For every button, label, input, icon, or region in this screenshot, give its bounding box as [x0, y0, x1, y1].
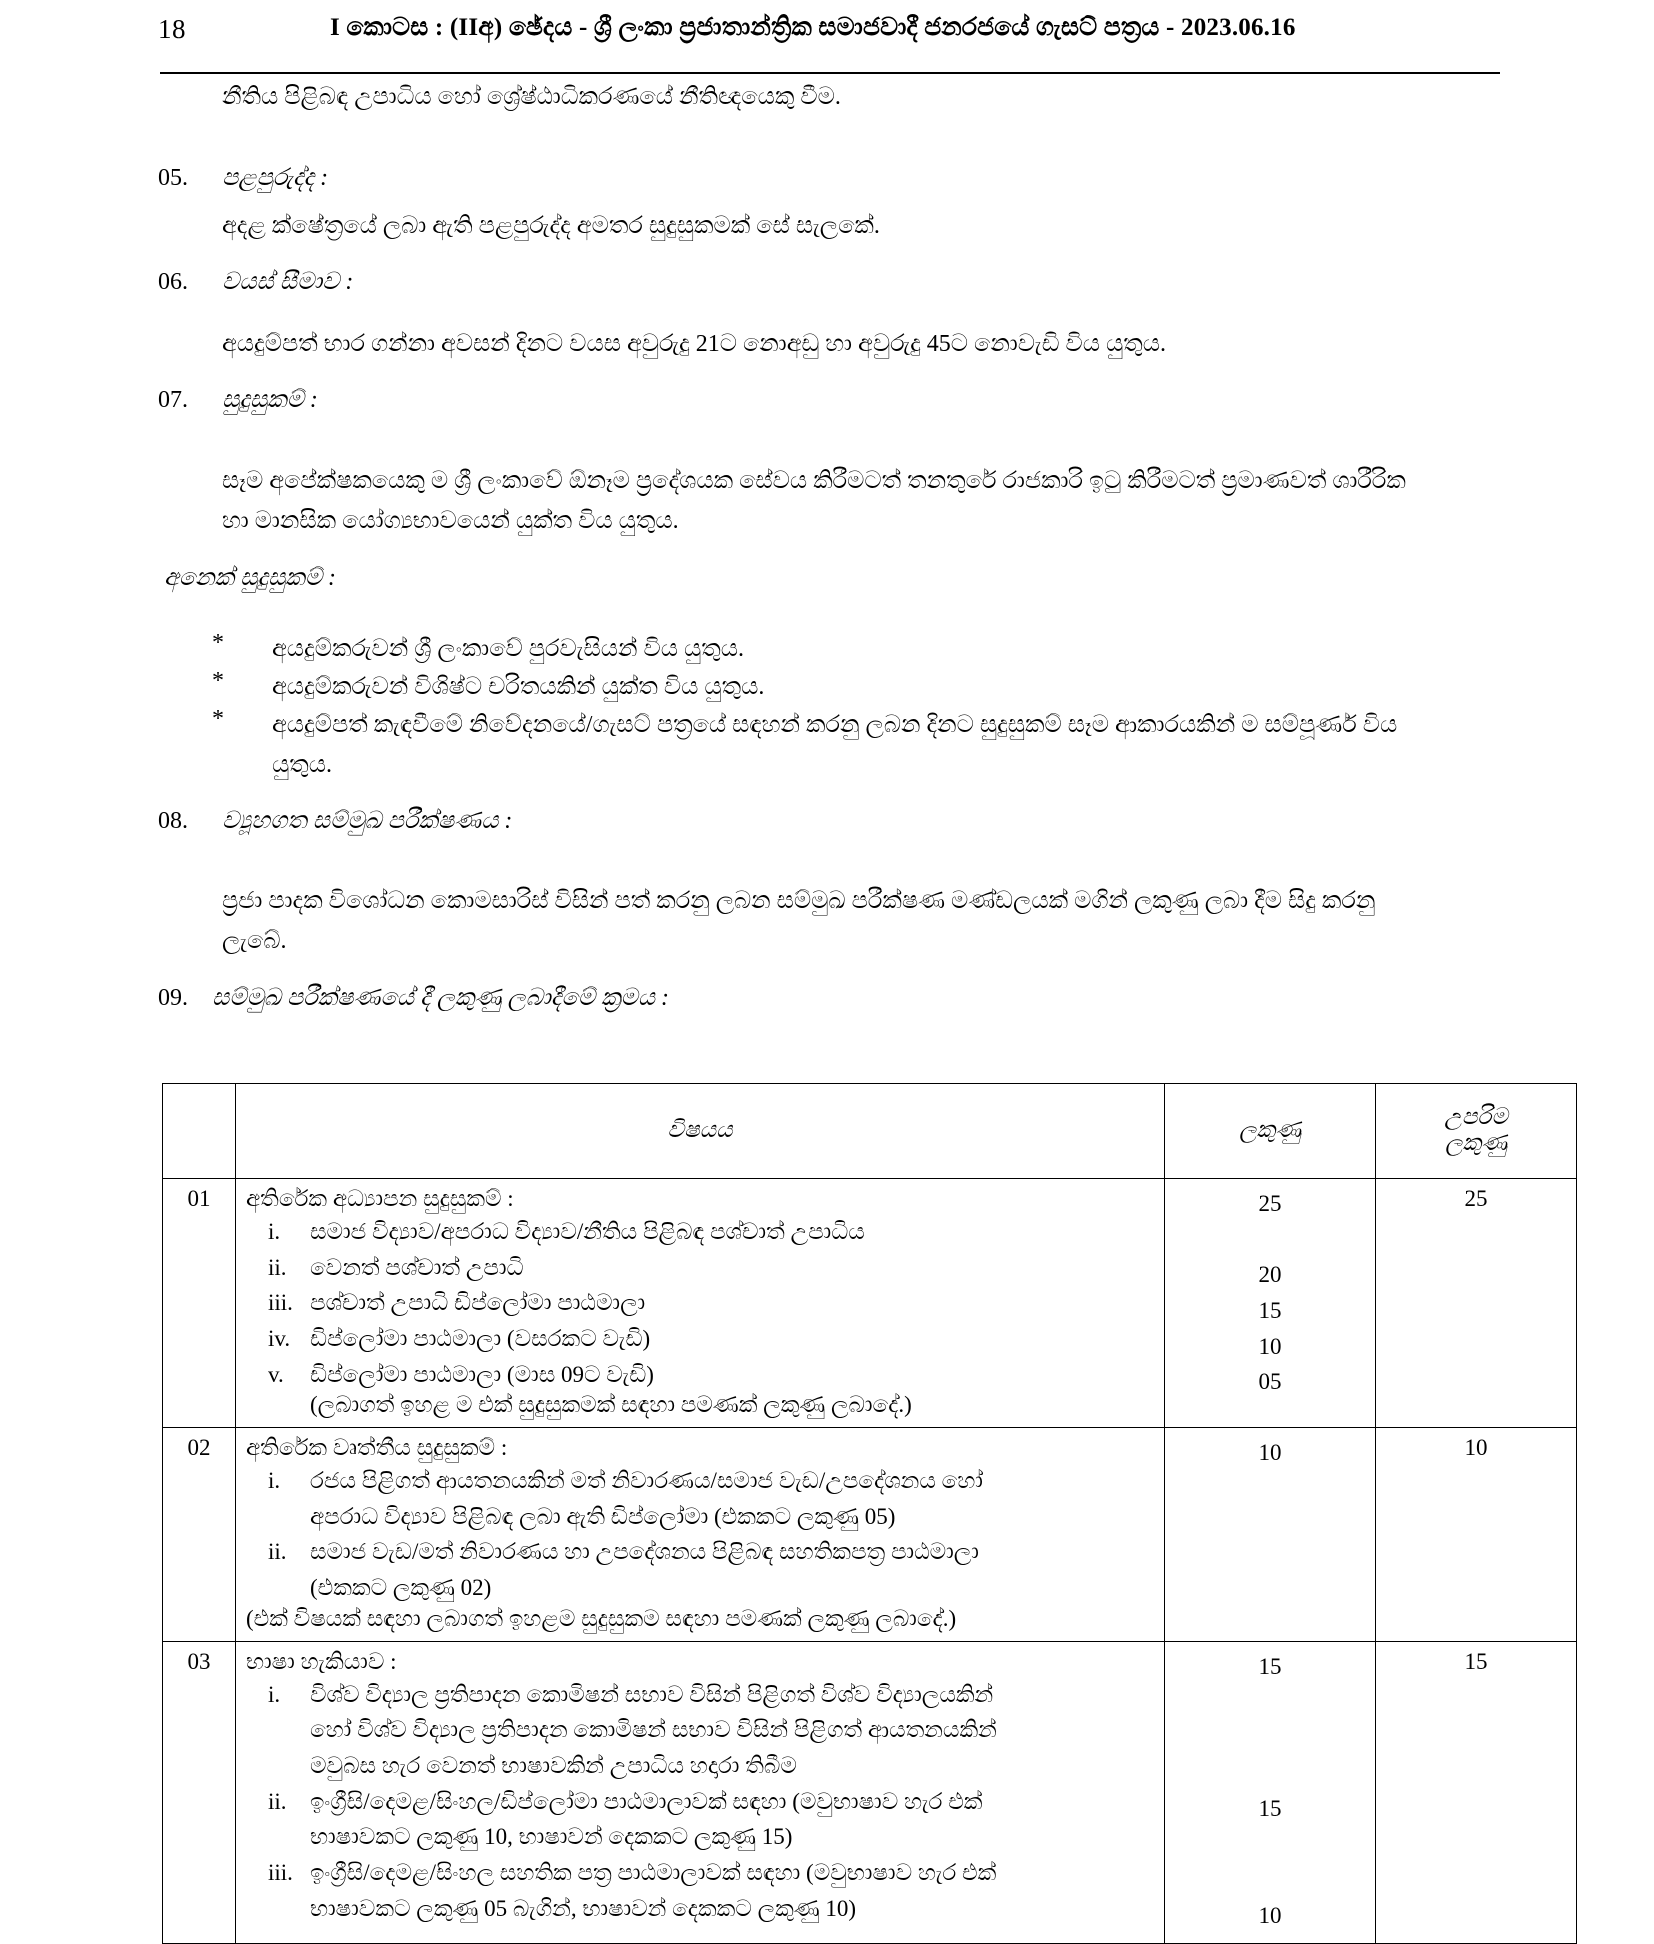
- sub-item-list: [246, 1677, 1154, 1926]
- section-05-text: අදළ ක්ෂේත්‍රයේ ලබා ඇති පළපුරුද්ද අමතර සුදුසුකමක් සේ සැලකේ.: [222, 213, 880, 239]
- section-05-number: 05.: [158, 165, 188, 191]
- section-08-heading: ව්‍යූහගත සම්මුඛ පරීක්ෂණය :: [222, 808, 513, 834]
- item-text-block: [310, 1534, 979, 1605]
- item-marker: ii.: [268, 1788, 287, 1814]
- item-text-cont2: මවුබස හැර වෙනත් භාෂාවකින් උපාධිය හදාරා තිබීම: [310, 1753, 797, 1779]
- row-title: අතිරේක අධ්‍යාපන සුදුසුකම් :: [246, 1186, 514, 1211]
- row-marks: [1165, 1428, 1376, 1642]
- section-06-number: 06.: [158, 269, 188, 295]
- item-marker: v.: [268, 1361, 284, 1387]
- marks-value: 20: [1258, 1262, 1282, 1288]
- item-text: රජය පිළිගත් ආයතනයකින් මත් නිවාරණය/සමාජ වැඩ/උපදේශනය හෝ: [310, 1468, 983, 1494]
- list-item: [246, 1357, 1154, 1393]
- section-08-number: 08.: [158, 808, 188, 834]
- item-marker: i.: [268, 1468, 281, 1494]
- row-subject: [236, 1428, 1165, 1642]
- column-header-max-marks: [1376, 1084, 1577, 1179]
- bullet-marker-3: *: [212, 706, 224, 732]
- item-text-block: [310, 1677, 997, 1784]
- item-text: ඩිප්ලෝමා පාඨමාලා (වසරකට වැඩි): [310, 1325, 651, 1351]
- section-07-number: 07.: [158, 387, 188, 413]
- table-row: [163, 1428, 1577, 1642]
- bullet-item-3-line2: යුතුය.: [272, 752, 332, 778]
- item-text: සමාජ විද්‍යාව/අපරාධ විද්‍යාව/නීතිය පිළිබඳ පශ්චාත් උපාධිය: [310, 1219, 865, 1244]
- item-text-block: [310, 1855, 996, 1926]
- item-text-block: [310, 1463, 983, 1534]
- marks-value: 05: [1258, 1369, 1282, 1395]
- table-header: [163, 1084, 1577, 1179]
- item-text: වෙනත් පශ්චාත් උපාධි: [310, 1254, 524, 1280]
- bullet-item-2: අයදුම්කරුවන් විශිෂ්ට චරිතයකින් යුක්ත විය යුතුය.: [272, 674, 765, 700]
- row-marks: [1165, 1179, 1376, 1428]
- max-marks-line2: ලකුණු: [1444, 1130, 1508, 1155]
- page-header-title: I කොටස : (IIඅ) ඡේදය - ශ්‍රී ලංකා ප්‍රජාතාන්ත්‍රික සමාජවාදී ජනරජයේ ගැසට් පත්‍රය - 2023.06.16: [330, 14, 1296, 41]
- row-number: 01: [163, 1179, 236, 1428]
- list-item: [246, 1677, 1154, 1784]
- column-header-no: [163, 1084, 236, 1179]
- row-number: 03: [163, 1641, 236, 1943]
- list-item: [246, 1250, 1154, 1286]
- list-item: [246, 1285, 1154, 1321]
- row-note: (ලබාගත් ඉහළ ම එක් සුදුසුකමක් සඳහා පමණක් ලකුණු ලබාදේ.): [310, 1392, 912, 1418]
- row-max-marks: 25: [1376, 1179, 1577, 1428]
- item-text: ඉංග්‍රීසි/දෙමළ/සිංහල සහතික පත්‍ර පාඨමාලාවක් සඳහා (මවුභාෂාව හැර එක්: [310, 1859, 997, 1885]
- section-09-heading: සම්මුඛ පරීක්ෂණයේ දී ලකුණු ලබාදීමේ ක්‍රමය :: [212, 985, 669, 1011]
- row-title: අතිරේක වෘත්තීය සුදුසුකම් :: [246, 1435, 508, 1461]
- item-text-cont: (එකකට ලකුණු 02): [310, 1575, 492, 1601]
- item-marker: iv.: [268, 1325, 291, 1351]
- bullet-item-1: අයදුම්කරුවන් ශ්‍රී ලංකාවේ පුරවැසියන් විය යුතුය.: [272, 636, 745, 662]
- marks-value: 10: [1258, 1333, 1282, 1359]
- item-text: සමාජ වැඩ/මත් නිවාරණය හා උපදේශනය පිළිබඳ සහතිකපත්‍ර පාඨමාලා: [310, 1539, 979, 1565]
- column-header-marks: ලකුණු: [1165, 1084, 1376, 1179]
- item-marker: i.: [268, 1681, 281, 1707]
- section-06-heading: වයස් සීමාව :: [222, 269, 354, 295]
- section-08-text-line1: ප්‍රජා පාදක විශෝධන කොමසාරිස් විසින් පත් කරනු ලබන සම්මුඛ පරීක්ෂණ මණ්ඩලයක් මගින් ලකුණු ලබා දීම සිදු කරනු: [222, 888, 1376, 914]
- continued-paragraph: නීතිය පිළිබඳ උපාධිය හෝ ශ්‍රේෂ්ඨාධිකරණයේ නීතිඥයෙකු වීම.: [222, 84, 841, 110]
- bullet-item-3-line1: අයදුම්පත් කැඳවීමේ නිවේදනයේ/ගැසට් පත්‍රයේ සඳහන් කරනු ලබන දිනට සුදුසුකම් සෑම ආකාරයකින් ම සම්පූර්ණ විය: [272, 712, 1398, 738]
- interview-marks-table: [162, 1083, 1577, 1944]
- item-marker: i.: [268, 1219, 281, 1244]
- section-06-text: අයදුම්පත් භාර ගන්නා අවසන් දිනට වයස අවුරුදු 21ට නොඅඩු හා අවුරුදු 45ට නොවැඩි විය යුතුය.: [222, 331, 1167, 357]
- marks-stack: [1175, 1435, 1365, 1471]
- item-marker: iii.: [268, 1859, 293, 1885]
- section-07-heading: සුදුසුකම් :: [222, 387, 318, 413]
- table-header-row: [163, 1084, 1577, 1179]
- list-item: [246, 1784, 1154, 1855]
- row-marks: [1165, 1641, 1376, 1943]
- section-09-number: 09.: [158, 985, 188, 1011]
- marks-stack: [1175, 1186, 1365, 1400]
- bullet-marker-2: *: [212, 668, 224, 694]
- row-title: භාෂා හැකියාව :: [246, 1648, 397, 1674]
- other-qualifications-heading: අනෙක් සුදුසුකම් :: [164, 565, 337, 591]
- marks-value: 10: [1258, 1440, 1282, 1466]
- item-text-cont: හෝ විශ්ව විද්‍යාල ප්‍රතිපාදන කොමිෂන් සභාව විසින් පිළිගත් ආයතනයකින්: [310, 1717, 997, 1743]
- section-07-text-line2: හා මානසික යෝග්‍යභාවයෙන් යුක්ත විය යුතුය.: [222, 508, 679, 534]
- item-text: පශ්චාත් උපාධි ඩිප්ලෝමා පාඨමාලා: [310, 1290, 646, 1316]
- marks-value: 15: [1258, 1653, 1282, 1679]
- item-text-cont: භාෂාවකට ලකුණු 10, භාෂාවන් දෙකකට ලකුණු 15): [310, 1824, 793, 1850]
- table-row: [163, 1179, 1577, 1428]
- column-header-subject: විෂයය: [236, 1084, 1165, 1179]
- list-item: [246, 1463, 1154, 1534]
- sub-item-list: [246, 1214, 1154, 1392]
- list-item: [246, 1534, 1154, 1605]
- item-text: ඉංග්‍රීසි/දෙමළ/සිංහල/ඩිප්ලෝමා පාඨමාලාවක් සඳහා (මවුභාෂාව හැර එක්: [310, 1788, 983, 1814]
- marks-value: 15: [1258, 1796, 1282, 1822]
- item-text: විශ්ව විද්‍යාල ප්‍රතිපාදන කොමිෂන් සභාව විසින් පිළිගත් විශ්ව විද්‍යාලයකින්: [310, 1681, 994, 1707]
- sub-item-list: [246, 1463, 1154, 1606]
- max-marks-line1: උපරිම: [1444, 1104, 1508, 1129]
- table-body: [163, 1179, 1577, 1944]
- marks-stack: [1175, 1649, 1365, 1934]
- row-subject: [236, 1179, 1165, 1428]
- item-marker: ii.: [268, 1539, 287, 1565]
- page-number: 18: [158, 14, 186, 44]
- list-item: [246, 1855, 1154, 1926]
- section-05-heading: පළපුරුද්ද :: [222, 165, 329, 191]
- row-max-marks: 10: [1376, 1428, 1577, 1642]
- list-item: [246, 1321, 1154, 1357]
- section-08-text-line2: ලැබේ.: [222, 928, 287, 954]
- row-max-marks: 15: [1376, 1641, 1577, 1943]
- marks-value: 10: [1258, 1903, 1282, 1929]
- marks-value: 15: [1258, 1297, 1282, 1323]
- list-item: [246, 1214, 1154, 1250]
- item-text-cont: අපරාධ විද්‍යාව පිළිබඳ ලබා ඇති ඩිප්ලෝමා (එකකට ලකුණු 05): [310, 1503, 896, 1529]
- row-note: (එක් විෂයක් සඳහා ලබාගත් ඉහළම සුදුසුකම සඳහා පමණක් ලකුණු ලබාදේ.): [246, 1605, 957, 1631]
- row-subject: [236, 1641, 1165, 1943]
- marks-value: 25: [1258, 1191, 1282, 1216]
- table-row: [163, 1641, 1577, 1943]
- item-text: ඩිප්ලෝමා පාඨමාලා (මාස 09ට වැඩි): [310, 1361, 654, 1387]
- bullet-marker-1: *: [212, 630, 224, 656]
- header-divider: [160, 72, 1500, 74]
- item-text-cont: භාෂාවකට ලකුණු 05 බැගින්, භාෂාවන් දෙකකට ලකුණු 10): [310, 1895, 857, 1921]
- item-marker: ii.: [268, 1254, 287, 1280]
- item-text-block: [310, 1784, 982, 1855]
- section-07-text-line1: සෑම අපේක්ෂකයෙකු ම ශ්‍රී ලංකාවේ ඕනෑම ප්‍රදේශයක සේවය කිරීමටත් තනතුරේ රාජකාරි ඉටු කිරීමටත් ප්‍රමාණවත් ශාරීරික: [222, 468, 1406, 494]
- item-marker: iii.: [268, 1290, 293, 1316]
- row-number: 02: [163, 1428, 236, 1642]
